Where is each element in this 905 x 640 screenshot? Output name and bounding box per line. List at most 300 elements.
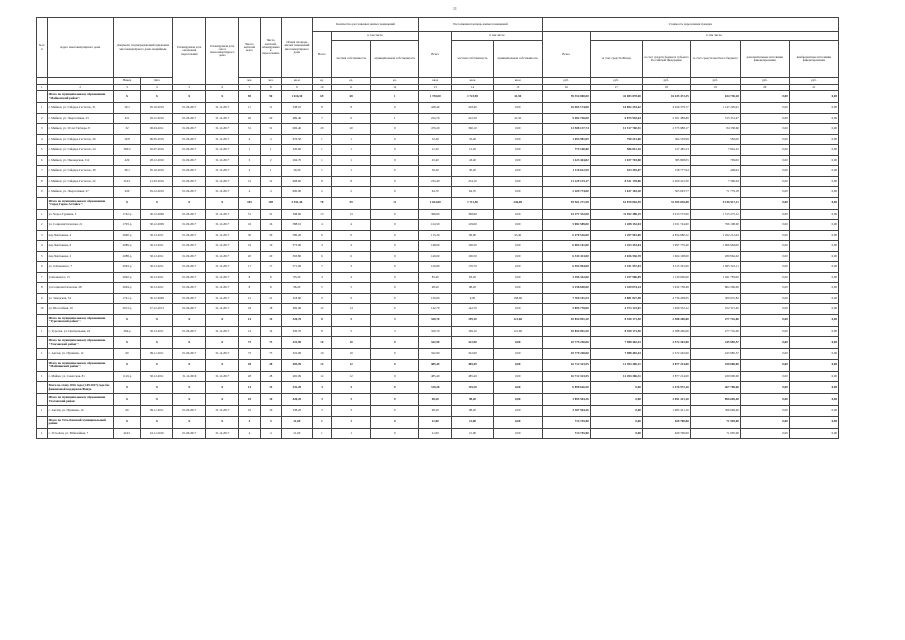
table-cell: 320,70 — [419, 314, 452, 326]
table-cell: 280 864,02 — [690, 251, 740, 262]
table-cell: 31 — [260, 209, 281, 220]
table-cell: 27.12.2013 — [141, 304, 173, 315]
table-cell: 1 147 220,61 — [690, 103, 740, 114]
table-cell: 0,00 — [740, 166, 789, 177]
table-cell: 12 — [331, 359, 370, 371]
table-cell: 322,90 — [419, 337, 452, 349]
table-cell: 3 387 504,36 — [542, 406, 590, 417]
table-cell: 0,00 — [493, 209, 542, 220]
table-cell: 115,20 — [419, 230, 452, 241]
table-cell: 0,00 — [493, 134, 542, 145]
address-cell: г. Майкоп, ул. 50 лет Победы, 8 — [47, 124, 113, 135]
table-cell: 3 895 504,36 — [542, 394, 590, 406]
table-cell: 0,00 — [740, 337, 789, 349]
table-cell: 4 — [331, 241, 370, 252]
table-cell: 4 — [260, 134, 281, 145]
table-cell: 12 — [312, 359, 331, 371]
table-cell: 21 — [239, 293, 260, 304]
table-cell: 0 — [371, 230, 419, 241]
table-cell: 31.12.2017 — [206, 220, 239, 231]
table-cell: 1 359 074,24 — [590, 283, 642, 294]
table-cell: 1 — [37, 349, 48, 360]
table-cell: 1119-р — [113, 371, 141, 382]
table-cell: 4 854 680,52 — [642, 230, 690, 241]
table-cell: 4 — [312, 272, 331, 283]
table-cell: 0 — [371, 304, 419, 315]
table-cell: 9 — [37, 187, 48, 198]
unit-cell: ед. — [312, 78, 331, 85]
table-cell — [37, 91, 48, 103]
table-cell: 01.09.2017 — [173, 220, 206, 231]
table-cell: 30.12.2011 — [141, 241, 173, 252]
table-cell: 4 — [331, 382, 370, 394]
table-cell: 318,60 — [281, 293, 312, 304]
page-number: 11 — [453, 6, 457, 11]
address-cell: ул. О.Кошевого, 7 — [47, 262, 113, 273]
table-cell: 185 — [239, 197, 260, 209]
table-cell: 106,50 — [452, 241, 494, 252]
table-cell: 420 — [113, 187, 141, 198]
table-cell: 0,00 — [789, 326, 838, 337]
table-cell: 6 — [331, 230, 370, 241]
table-cell: 8 — [239, 272, 260, 283]
table-cell: 4 — [260, 187, 281, 198]
unit-cell: руб. — [789, 78, 838, 85]
table-cell: 31.12.2017 — [206, 241, 239, 252]
table-cell: X — [173, 337, 206, 349]
table-cell: 0,00 — [740, 349, 789, 360]
table-cell: 32 — [113, 124, 141, 135]
table-cell: X — [141, 314, 173, 326]
table-cell: 16/8 — [113, 134, 141, 145]
table-cell: 1 932 738,48 — [642, 283, 690, 294]
table-cell: 14 — [260, 382, 281, 394]
table-cell: 0,00 — [789, 371, 838, 382]
table-cell: 01.09.2017 — [173, 124, 206, 135]
table-cell: 73 — [239, 349, 260, 360]
table-cell: 421 — [113, 113, 141, 124]
hdr-cost-group: Стоимость переселения граждан — [542, 18, 838, 32]
table-cell: 382,90 — [281, 304, 312, 315]
table-cell: 12 494 306,31 — [590, 359, 642, 371]
table-cell: 0,00 — [740, 293, 789, 304]
table-row — [37, 124, 839, 135]
table-cell: 1 616,30 — [281, 91, 312, 103]
table-cell: 21,00 — [281, 416, 312, 428]
table-row — [37, 272, 839, 283]
table-cell: 0 — [371, 428, 419, 439]
table-cell: 396 669,40 — [690, 406, 740, 417]
address-cell: ул. Социалистическая, 21 — [47, 220, 113, 231]
table-cell: 428,40 — [419, 103, 452, 114]
table-cell: 6 594 964,00 — [542, 262, 590, 273]
unit-cell: руб. — [542, 78, 590, 85]
table-cell: 2 — [37, 113, 48, 124]
table-cell: 30.12.2011 — [141, 326, 173, 337]
column-number-cell: 9 — [281, 85, 312, 91]
table-cell: 4 — [239, 187, 260, 198]
table-cell: 224,70 — [419, 113, 452, 124]
table-cell: 0,00 — [740, 283, 789, 294]
table-cell: 322,90 — [281, 337, 312, 349]
table-cell: 0,00 — [740, 359, 789, 371]
unit-cell: руб. — [590, 78, 642, 85]
table-cell: 5 — [331, 283, 370, 294]
table-cell — [37, 382, 48, 394]
table-cell: 582,00 — [690, 134, 740, 145]
table-cell: 32,40 — [419, 134, 452, 145]
table-cell: 322,90 — [281, 349, 312, 360]
table-cell: 3 — [371, 326, 419, 337]
table-cell: 1 208 152,04 — [590, 220, 642, 231]
table-cell: 2092-р — [113, 272, 141, 283]
address-cell: Итого по муниципальному образованию "Майминский район": — [47, 359, 113, 371]
table-cell: 06.04.2011 — [141, 124, 173, 135]
column-number-cell: 6 — [206, 85, 239, 91]
table-cell: 01.09.2017 — [173, 166, 206, 177]
address-cell: ул. Заводская, 34 — [47, 293, 113, 304]
table-cell: 9 156 917,11 — [690, 197, 740, 209]
table-cell: 0,00 — [789, 176, 838, 187]
table-cell: 366/2 — [113, 145, 141, 156]
table-cell: 1 257 906,09 — [590, 272, 642, 283]
table-row — [37, 241, 839, 252]
table-cell: 9 — [37, 293, 48, 304]
hdr-extra2: внебюджетные источники финансирования — [789, 41, 838, 78]
address-cell: с. Усть-Кан, ул. Юбилейная, 7 — [47, 428, 113, 439]
table-cell: X — [113, 394, 141, 406]
table-cell: 398,60 — [452, 209, 494, 220]
table-cell: 31 — [239, 124, 260, 135]
address-cell: г. Майкоп, ул. Энергетиков, 23 — [47, 113, 113, 124]
table-cell: 485,49 — [419, 359, 452, 371]
table-cell: 233,40 — [419, 176, 452, 187]
table-cell: 17 — [239, 262, 260, 273]
table-cell: 01.09.2017 — [173, 406, 206, 417]
table-cell: 31 — [260, 124, 281, 135]
table-cell: 5 — [312, 283, 331, 294]
table-cell: 14 — [239, 382, 260, 394]
table-cell: 10 854 091,30 — [542, 314, 590, 326]
table-cell: 0,00 — [740, 272, 789, 283]
column-number-cell: 15 — [493, 85, 542, 91]
table-cell: 8 — [312, 103, 331, 114]
table-cell — [37, 359, 48, 371]
table-cell: 1 711,50 — [452, 197, 494, 209]
table-cell: 485,49 — [452, 371, 494, 382]
table-cell: 0,00 — [789, 124, 838, 135]
table-cell: 1 — [371, 91, 419, 103]
table-cell: 01.09.2017 — [173, 145, 206, 156]
table-cell: 6 470 516,00 — [542, 230, 590, 241]
table-cell: X — [113, 91, 141, 103]
table-cell: 10 854 091,30 — [542, 326, 590, 337]
table-cell: 1 985 321,10 — [642, 406, 690, 417]
table-cell: 158 777,94 — [642, 166, 690, 177]
table-cell: 98,20 — [419, 283, 452, 294]
table-cell: 1 — [371, 113, 419, 124]
table-cell: 0,00 — [740, 103, 789, 114]
table-cell: 01.09.2017 — [173, 241, 206, 252]
table-cell: 21,00 — [452, 428, 494, 439]
table-cell: 1 — [239, 145, 260, 156]
table-cell: X — [113, 416, 141, 428]
table-cell: X — [173, 382, 206, 394]
address-cell: Итого по муниципальному образованию "Турочакский район": — [47, 314, 113, 326]
table-cell: 245 985,57 — [690, 337, 740, 349]
hdr-area-private: частная собственность — [452, 41, 494, 78]
column-number-cell: 18 — [642, 85, 690, 91]
table-cell: 1 694 981,09 — [542, 134, 590, 145]
column-number-cell: 8 — [260, 85, 281, 91]
table-cell: 01.09.2017 — [173, 113, 206, 124]
table-cell: 1 297 901,00 — [590, 230, 642, 241]
table-cell: 448,64 — [690, 166, 740, 177]
table-cell: 0,00 — [789, 230, 838, 241]
table-cell: 01.09.2017 — [173, 209, 206, 220]
column-number-cell: 16 — [542, 85, 590, 91]
table-cell: X — [173, 394, 206, 406]
table-cell: 246,00 — [493, 197, 542, 209]
table-cell: 0,00 — [493, 124, 542, 135]
table-cell: 0,00 — [740, 124, 789, 135]
unit-cell: руб. — [690, 78, 740, 85]
table-cell: 1 — [260, 145, 281, 156]
table-cell: 01.09.2017 — [173, 283, 206, 294]
table-cell: 6 898 626,50 — [542, 382, 590, 394]
group-total-row — [37, 337, 839, 349]
table-cell: 2 209 415,50 — [642, 176, 690, 187]
table-cell: 11 229 133,17 — [542, 176, 590, 187]
table-cell: 61 870 065,59 — [590, 197, 642, 209]
hdr-no: № п/п — [37, 18, 48, 78]
address-cell: с. Акташ, ул. Пушкина, 14 — [47, 406, 113, 417]
table-cell: 31.12.2017 — [206, 428, 239, 439]
table-cell: 1 997 770,40 — [642, 241, 690, 252]
table-cell: 862 269,00 — [690, 283, 740, 294]
table-cell: 84 338,66 — [690, 124, 740, 135]
table-cell: 01.09.2017 — [173, 155, 206, 166]
table-cell: 320,70 — [281, 314, 312, 326]
table-cell: 42 083 878,00 — [590, 91, 642, 103]
table-cell: 11 — [371, 197, 419, 209]
table-cell: 0,00 — [740, 304, 789, 315]
table-cell: 2613-р — [113, 304, 141, 315]
table-cell: 1 — [37, 326, 48, 337]
table-cell: 0,00 — [590, 406, 642, 417]
address-cell: с. Акташ, ул. Пушкина, 12 — [47, 349, 113, 360]
unit-cell: кв.м — [452, 78, 494, 85]
table-cell: 0,00 — [740, 251, 789, 262]
table-cell: 0,00 — [789, 337, 838, 349]
hdr-area-group: Расселяемая площадь жилых помещений — [419, 18, 543, 32]
table-cell: 09.11.2011 — [141, 406, 173, 417]
table-cell: 68 — [331, 91, 370, 103]
table-cell: 7 988 402,43 — [590, 337, 642, 349]
table-cell: 0,00 — [740, 241, 789, 252]
table-cell: 12 — [260, 176, 281, 187]
table-cell: 30.12.2011 — [141, 262, 173, 273]
table-cell: 127 485,23 — [642, 145, 690, 156]
table-cell: 0,00 — [493, 283, 542, 294]
table-cell: 322,90 — [419, 349, 452, 360]
hdr-sub-date: Дата — [141, 78, 173, 85]
table-row — [37, 283, 839, 294]
table-cell: 4 — [37, 134, 48, 145]
table-cell: 1 — [37, 428, 48, 439]
table-cell: 0,00 — [493, 416, 542, 428]
table-cell: 10 — [312, 337, 331, 349]
table-cell: 245 985,57 — [690, 349, 740, 360]
table-cell: 20 — [260, 113, 281, 124]
table-cell: 31.12.2017 — [206, 349, 239, 360]
table-cell: 774 160,00 — [542, 145, 590, 156]
table-cell: 1 — [312, 416, 331, 428]
table-cell: 8 — [331, 176, 370, 187]
table-cell: 41,50 — [493, 113, 542, 124]
table-cell: 8 521 178,86 — [590, 176, 642, 187]
table-cell: 1 423 353,04 — [590, 241, 642, 252]
table-cell: 0,00 — [740, 134, 789, 145]
table-cell: 01.09.2017 — [173, 103, 206, 114]
table-cell: 3 — [371, 314, 419, 326]
table-cell: 4 — [260, 428, 281, 439]
table-cell: 30,20 — [452, 166, 494, 177]
table-cell: 0,00 — [740, 187, 789, 198]
table-cell: 05.10.2016 — [141, 166, 173, 177]
table-row — [37, 209, 839, 220]
table-row — [37, 251, 839, 262]
table-row — [37, 113, 839, 124]
table-cell: 30.12.2011 — [141, 230, 173, 241]
table-cell: 0,00 — [740, 197, 789, 209]
table-cell: 31.12.2017 — [206, 145, 239, 156]
table-cell: 98,20 — [452, 283, 494, 294]
table-cell: 0,00 — [493, 272, 542, 283]
table-cell: 485,49 — [419, 371, 452, 382]
table-cell: 129,90 — [419, 262, 452, 273]
table-cell: 4 — [312, 241, 331, 252]
table-cell: 2094-р — [113, 283, 141, 294]
table-cell: 9 — [331, 293, 370, 304]
table-cell: 418,40 — [452, 103, 494, 114]
table-cell: X — [206, 91, 239, 103]
address-cell: г. Майкоп, ул. Гайдара-Гастелло, 31 — [47, 103, 113, 114]
table-cell: X — [113, 359, 141, 371]
table-cell: 99,00 — [452, 230, 494, 241]
table-row — [37, 428, 839, 439]
table-cell: 0 — [371, 166, 419, 177]
table-cell: 0,00 — [493, 220, 542, 231]
table-cell: 198,60 — [493, 293, 542, 304]
table-row — [37, 155, 839, 166]
table-cell: 6 — [371, 262, 419, 273]
group-total-row — [37, 314, 839, 326]
table-cell: 0,00 — [452, 293, 494, 304]
table-cell: 1 — [312, 428, 331, 439]
table-cell: 31.12.2017 — [206, 293, 239, 304]
table-cell: 0,00 — [493, 103, 542, 114]
table-cell: 586 812,10 — [590, 145, 642, 156]
hdr-residents-planned: Число жителей, планируемых к переселению — [260, 18, 281, 78]
table-row — [37, 166, 839, 177]
table-cell: 1 496 352,12 — [642, 304, 690, 315]
table-cell: 4 — [239, 416, 260, 428]
address-cell: г. Майкоп, ул. Гайдара-Гастелло, 30 — [47, 166, 113, 177]
table-cell: 5 — [331, 314, 370, 326]
table-cell: 28.12.2016 — [141, 155, 173, 166]
column-number-cell: 3 — [113, 85, 141, 91]
unit-cell: руб. — [740, 78, 789, 85]
table-cell: 0,00 — [789, 166, 838, 177]
table-cell: 4 — [331, 220, 370, 231]
unit-cell: чел. — [260, 78, 281, 85]
table-cell: 28 — [239, 359, 260, 371]
table-cell: 28 — [260, 359, 281, 371]
table-cell: 31.12.2017 — [206, 103, 239, 114]
table-cell: 18 — [260, 304, 281, 315]
table-cell: 2 375 988,17 — [642, 124, 690, 135]
table-cell: X — [141, 394, 173, 406]
table-cell: 59 354 000,00 — [542, 91, 590, 103]
table-cell: 0 — [371, 382, 419, 394]
table-cell: 489,40 — [281, 113, 312, 124]
table-cell: 1 066 964,00 — [690, 241, 740, 252]
table-cell: 3 — [239, 155, 260, 166]
table-cell: 31 — [239, 209, 260, 220]
hdr-local: за счет средств местного бюджета — [690, 41, 740, 78]
table-cell: X — [173, 416, 206, 428]
table-cell: 6 — [331, 113, 370, 124]
group-total-row — [37, 416, 839, 428]
table-row — [37, 371, 839, 382]
table-cell: 277 716,00 — [690, 326, 740, 337]
table-cell: 01.09.2017 — [173, 349, 206, 360]
table-cell: 0,00 — [789, 314, 838, 326]
group-total-row — [37, 197, 839, 209]
table-cell: 3 — [331, 262, 370, 273]
table-cell: 8 350 171,50 — [590, 326, 642, 337]
table-cell: 31.12.2016 — [173, 371, 206, 382]
table-cell: 60 — [113, 349, 141, 360]
table-cell: 31.12.2017 — [206, 176, 239, 187]
table-row — [37, 262, 839, 273]
table-cell: X — [141, 337, 173, 349]
unit-cell: кв.м — [281, 78, 312, 85]
table-row — [37, 349, 839, 360]
table-cell: 4 881 827,98 — [590, 293, 642, 304]
address-cell: г. Майкоп, ул. Пионерская, 312 — [47, 155, 113, 166]
table-cell: 130,60 — [419, 293, 452, 304]
table-cell — [37, 394, 48, 406]
table-cell: 30.12.2009 — [141, 220, 173, 231]
table-cell: 0,00 — [493, 337, 542, 349]
table-cell: 0,00 — [493, 359, 542, 371]
table-cell: 8 — [37, 176, 48, 187]
table-cell: 10 — [260, 406, 281, 417]
table-cell: 896 669,40 — [690, 394, 740, 406]
column-number-cell: 21 — [789, 85, 838, 91]
table-cell: 18 — [239, 304, 260, 315]
table-cell: 31.12.2017 — [206, 166, 239, 177]
table-cell: 4 — [331, 272, 370, 283]
table-cell: 2 588 200,00 — [642, 326, 690, 337]
table-cell: 12 — [331, 371, 370, 382]
table-cell: 416/1 — [113, 428, 141, 439]
table-cell: 2 091 321,10 — [642, 394, 690, 406]
hdr-area-total2: Всего — [419, 32, 452, 78]
table-cell: X — [141, 359, 173, 371]
